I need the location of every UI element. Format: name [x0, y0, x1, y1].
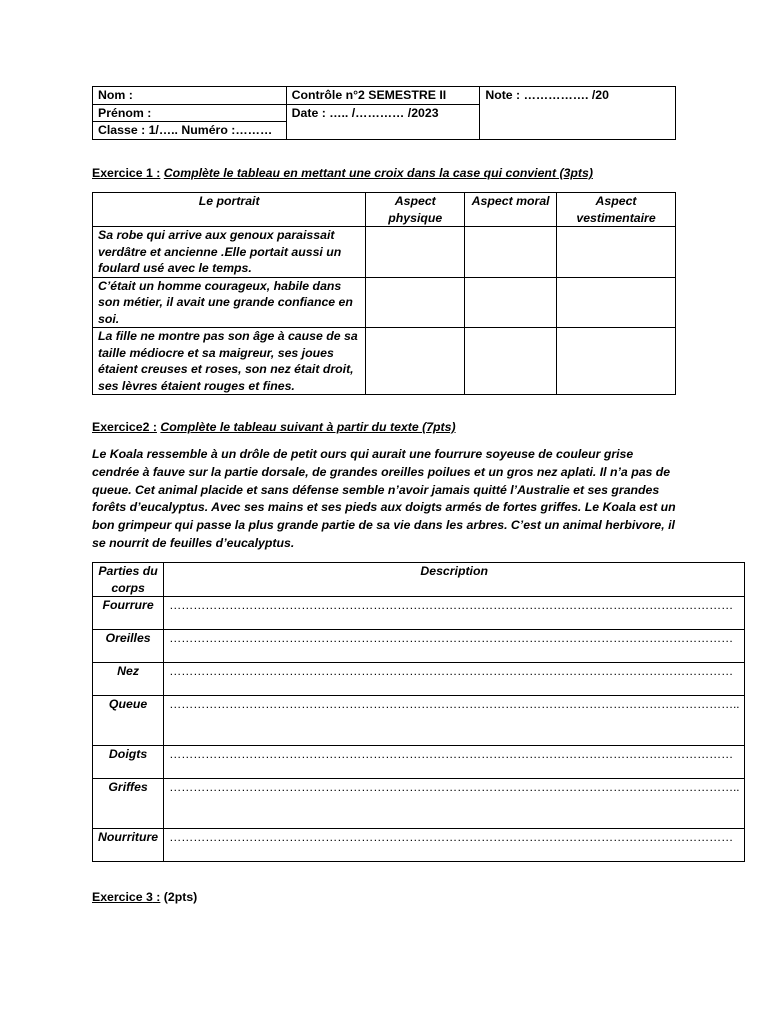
description-field[interactable]: ……………………………………………………………………………………………………………………………..	[164, 779, 745, 829]
description-field[interactable]: ……………………………………………………………………………………………………………………………	[164, 663, 745, 696]
description-field[interactable]: ……………………………………………………………………………………………………………………………	[164, 746, 745, 779]
col-aspect-moral: Aspect moral	[465, 193, 557, 227]
date-field[interactable]: Date : ….. /………… /2023	[286, 104, 480, 139]
checkbox-cell[interactable]	[465, 227, 557, 278]
exercise3-label: Exercice 3	[92, 890, 153, 904]
part-label: Oreilles	[93, 630, 164, 663]
checkbox-cell[interactable]	[366, 277, 465, 328]
col-portrait: Le portrait	[93, 193, 366, 227]
part-label: Nez	[93, 663, 164, 696]
exercise1-heading	[92, 165, 593, 181]
part-label: Queue	[93, 696, 164, 746]
col-description: Description	[164, 563, 745, 597]
description-field[interactable]: ……………………………………………………………………………………………………………………………	[164, 597, 745, 630]
checkbox-cell[interactable]	[366, 328, 465, 395]
col-aspect-physique: Aspect physique	[366, 193, 465, 227]
portrait-table	[92, 192, 676, 395]
koala-text: Le Koala ressemble à un drôle de petit ours qui aurait une fourrure soyeuse de couleur grise cendrée à fauve sur la partie dorsale, de grandes oreilles poilues et un gros nez aplati. Il n’a pas de queue. Cet animal placide et sans défense semble n’avoir jamais quitté l’Australie et ses grandes forêts d’eucalyptus. Avec ses mains et ses pieds aux doigts armés de fortes griffes. Le Koala est un bon grimpeur qui passe la plus grande partie de sa vie dans les arbres. C’est un animal herbivore, il se nourrit de feuilles d’eucalyptus.	[92, 447, 676, 550]
portrait-row-3: La fille ne montre pas son âge à cause de sa taille médiocre et sa maigreur, ses joues étaient creuses et roses, son nez était droit, ses lèvres étaient rouges et fines.	[93, 328, 366, 395]
checkbox-cell[interactable]	[366, 227, 465, 278]
part-label: Griffes	[93, 779, 164, 829]
prenom-field[interactable]: Prénom :	[93, 104, 287, 122]
exercise1-label: Exercice 1 :	[92, 166, 161, 180]
nom-field[interactable]: Nom :	[93, 87, 287, 105]
col-parties-du-corps: Parties du corps	[93, 563, 164, 597]
exercise2-heading	[92, 419, 456, 435]
header-table	[92, 86, 676, 140]
exercise2-instruction: Complète le tableau suivant à partir du texte (7pts)	[160, 420, 456, 434]
checkbox-cell[interactable]	[465, 277, 557, 328]
checkbox-cell[interactable]	[557, 328, 676, 395]
exercise3-points: (2pts)	[160, 890, 198, 904]
exercise1-instruction: Complète le tableau en mettant une croix dans la case qui convient (3pts)	[163, 166, 593, 180]
col-aspect-vestimentaire: Aspect vestimentaire	[557, 193, 676, 227]
portrait-row-2: C’était un homme courageux, habile dans son métier, il avait une grande confiance en soi.	[93, 277, 366, 328]
part-label: Nourriture	[93, 829, 164, 862]
checkbox-cell[interactable]	[557, 227, 676, 278]
description-field[interactable]: ……………………………………………………………………………………………………………………………	[164, 829, 745, 862]
exercise3-heading	[92, 889, 197, 905]
part-label: Fourrure	[93, 597, 164, 630]
part-label: Doigts	[93, 746, 164, 779]
description-field[interactable]: ……………………………………………………………………………………………………………………………	[164, 630, 745, 663]
portrait-row-1: Sa robe qui arrive aux genoux paraissait verdâtre et ancienne .Elle portait aussi un foulard usé avec le temps.	[93, 227, 366, 278]
note-field[interactable]: Note : ……………. /20	[480, 87, 676, 140]
classe-field[interactable]: Classe : 1/….. Numéro :………	[93, 122, 287, 140]
exercise3-colon: :	[152, 890, 161, 904]
checkbox-cell[interactable]	[465, 328, 557, 395]
exercise2-colon: :	[149, 420, 157, 434]
description-field[interactable]: ……………………………………………………………………………………………………………………………..	[164, 696, 745, 746]
exercise2-label: Exercice2	[92, 420, 150, 434]
controle-title: Contrôle n°2 SEMESTRE II	[286, 87, 480, 105]
body-parts-table	[92, 562, 745, 862]
checkbox-cell[interactable]	[557, 277, 676, 328]
